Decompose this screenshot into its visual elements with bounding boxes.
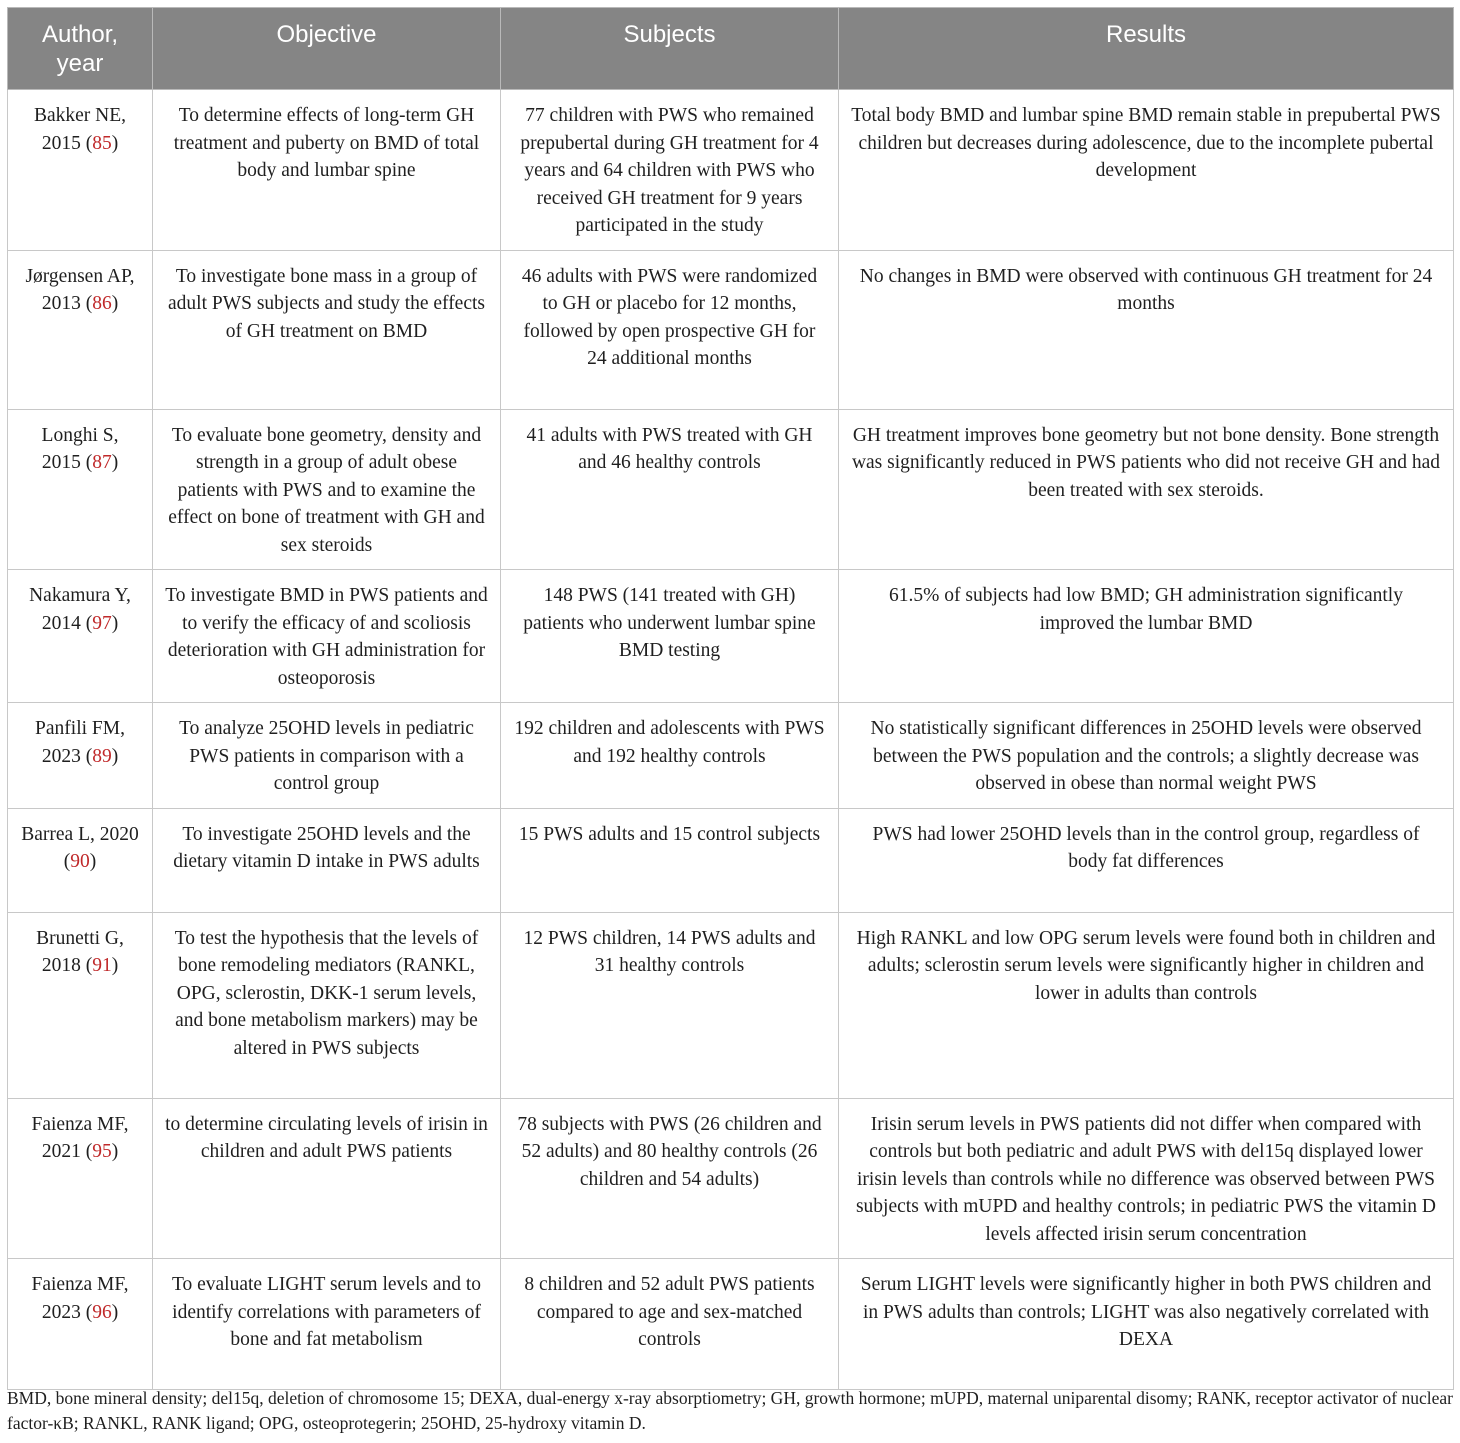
table-row — [8, 250, 1454, 409]
reference-link[interactable]: 95 — [92, 1141, 112, 1162]
header-results: Results — [839, 8, 1454, 90]
author-cell: Longhi S, 2015 (87) — [8, 409, 153, 570]
table-footnote: BMD, bone mineral density; del15q, deletion of chromosome 15; DEXA, dual-energy x-ray absorptiometry; GH, growth hormone; mUPD, maternal uniparental disomy; RANK, receptor activator of nuclear factor-κB; RANKL, RANK ligand; OPG, osteoprotegerin; 25OHD, 25-hydroxy vitamin D. — [7, 1388, 1453, 1433]
reference-link[interactable]: 91 — [92, 955, 112, 976]
reference-link[interactable]: 89 — [92, 745, 112, 767]
header-author-year: Author, year — [8, 8, 153, 90]
author-cell: Bakker NE, 2015 (85) — [8, 90, 153, 251]
studies-table — [7, 7, 1454, 1390]
results-cell: PWS had lower 25OHD levels than in the control group, regardless of body fat differences — [839, 808, 1454, 912]
results-cell: 61.5% of subjects had low BMD; GH administration significantly improved the lumbar BMD — [839, 570, 1454, 703]
reference-link[interactable]: 90 — [70, 851, 90, 872]
author-cell: Faienza MF, 2021 (95) — [8, 1098, 153, 1259]
table-row — [8, 1098, 1454, 1259]
subjects-cell: 8 children and 52 adult PWS patients compared to age and sex-matched controls — [501, 1259, 839, 1390]
results-cell: Total body BMD and lumbar spine BMD remain stable in prepubertal PWS children but decreases during adolescence, due to the incomplete pubertal development — [839, 90, 1454, 251]
reference-link[interactable]: 86 — [92, 293, 112, 314]
author-cell: Nakamura Y, 2014 (97) — [8, 570, 153, 703]
subjects-cell: 77 children with PWS who remained prepubertal during GH treatment for 4 years and 64 children with PWS who received GH treatment for 9 years participated in the study — [501, 90, 839, 251]
reference-link[interactable]: 97 — [92, 612, 112, 634]
results-cell: No changes in BMD were observed with continuous GH treatment for 24 months — [839, 250, 1454, 409]
table-row — [8, 703, 1454, 809]
subjects-cell: 12 PWS children, 14 PWS adults and 31 healthy controls — [501, 912, 839, 1098]
objective-cell: To evaluate bone geometry, density and strength in a group of adult obese patients with PWS and to examine the effect on bone of treatment with GH and sex steroids — [153, 409, 501, 570]
table-row — [8, 90, 1454, 251]
author-cell: Barrea L, 2020 (90) — [8, 808, 153, 912]
subjects-cell: 46 adults with PWS were randomized to GH or placebo for 12 months, followed by open prospective GH for 24 additional months — [501, 250, 839, 409]
table-row — [8, 912, 1454, 1098]
author-cell: Jørgensen AP, 2013 (86) — [8, 250, 153, 409]
subjects-cell: 41 adults with PWS treated with GH and 46 healthy controls — [501, 409, 839, 570]
table-row — [8, 1259, 1454, 1390]
objective-cell: To investigate 25OHD levels and the dietary vitamin D intake in PWS adults — [153, 808, 501, 912]
objective-cell: To investigate bone mass in a group of adult PWS subjects and study the effects of GH treatment on BMD — [153, 250, 501, 409]
table-container — [7, 7, 1453, 1390]
subjects-cell: 148 PWS (141 treated with GH) patients who underwent lumbar spine BMD testing — [501, 570, 839, 703]
results-cell: GH treatment improves bone geometry but not bone density. Bone strength was significantly reduced in PWS patients who did not receive GH and had been treated with sex steroids. — [839, 409, 1454, 570]
reference-link[interactable]: 87 — [92, 452, 112, 473]
table-row — [8, 808, 1454, 912]
subjects-cell: 78 subjects with PWS (26 children and 52 adults) and 80 healthy controls (26 children and 54 adults) — [501, 1098, 839, 1259]
objective-cell: To investigate BMD in PWS patients and to verify the efficacy of and scoliosis deterioration with GH administration for osteoporosis — [153, 570, 501, 703]
subjects-cell: 192 children and adolescents with PWS and 192 healthy controls — [501, 703, 839, 809]
subjects-cell: 15 PWS adults and 15 control subjects — [501, 808, 839, 912]
objective-cell: To determine effects of long-term GH treatment and puberty on BMD of total body and lumbar spine — [153, 90, 501, 251]
objective-cell: To evaluate LIGHT serum levels and to identify correlations with parameters of bone and fat metabolism — [153, 1259, 501, 1390]
reference-link[interactable]: 85 — [92, 132, 112, 154]
author-cell: Panfili FM, 2023 (89) — [8, 703, 153, 809]
objective-cell: To test the hypothesis that the levels of bone remodeling mediators (RANKL, OPG, sclerostin, DKK-1 serum levels, and bone metabolism markers) may be altered in PWS subjects — [153, 912, 501, 1098]
objective-cell: to determine circulating levels of irisin in children and adult PWS patients — [153, 1098, 501, 1259]
results-cell: Serum LIGHT levels were significantly higher in both PWS children and in PWS adults than controls; LIGHT was also negatively correlated with DEXA — [839, 1259, 1454, 1390]
header-subjects: Subjects — [501, 8, 839, 90]
header-row — [8, 8, 1454, 90]
results-cell: Irisin serum levels in PWS patients did not differ when compared with controls but both pediatric and adult PWS with del15q displayed lower irisin levels than controls while no difference was observed between PWS subjects with mUPD and healthy controls; in pediatric PWS the vitamin D levels affected irisin serum concentration — [839, 1098, 1454, 1259]
reference-link[interactable]: 96 — [92, 1301, 112, 1323]
table-row — [8, 409, 1454, 570]
table-row — [8, 570, 1454, 703]
results-cell: High RANKL and low OPG serum levels were found both in children and adults; sclerostin serum levels were significantly higher in children and lower in adults than controls — [839, 912, 1454, 1098]
author-cell: Brunetti G, 2018 (91) — [8, 912, 153, 1098]
objective-cell: To analyze 25OHD levels in pediatric PWS patients in comparison with a control group — [153, 703, 501, 809]
header-objective: Objective — [153, 8, 501, 90]
author-cell: Faienza MF, 2023 (96) — [8, 1259, 153, 1390]
results-cell: No statistically significant differences in 25OHD levels were observed between the PWS population and the controls; a slightly decrease was observed in obese than normal weight PWS — [839, 703, 1454, 809]
